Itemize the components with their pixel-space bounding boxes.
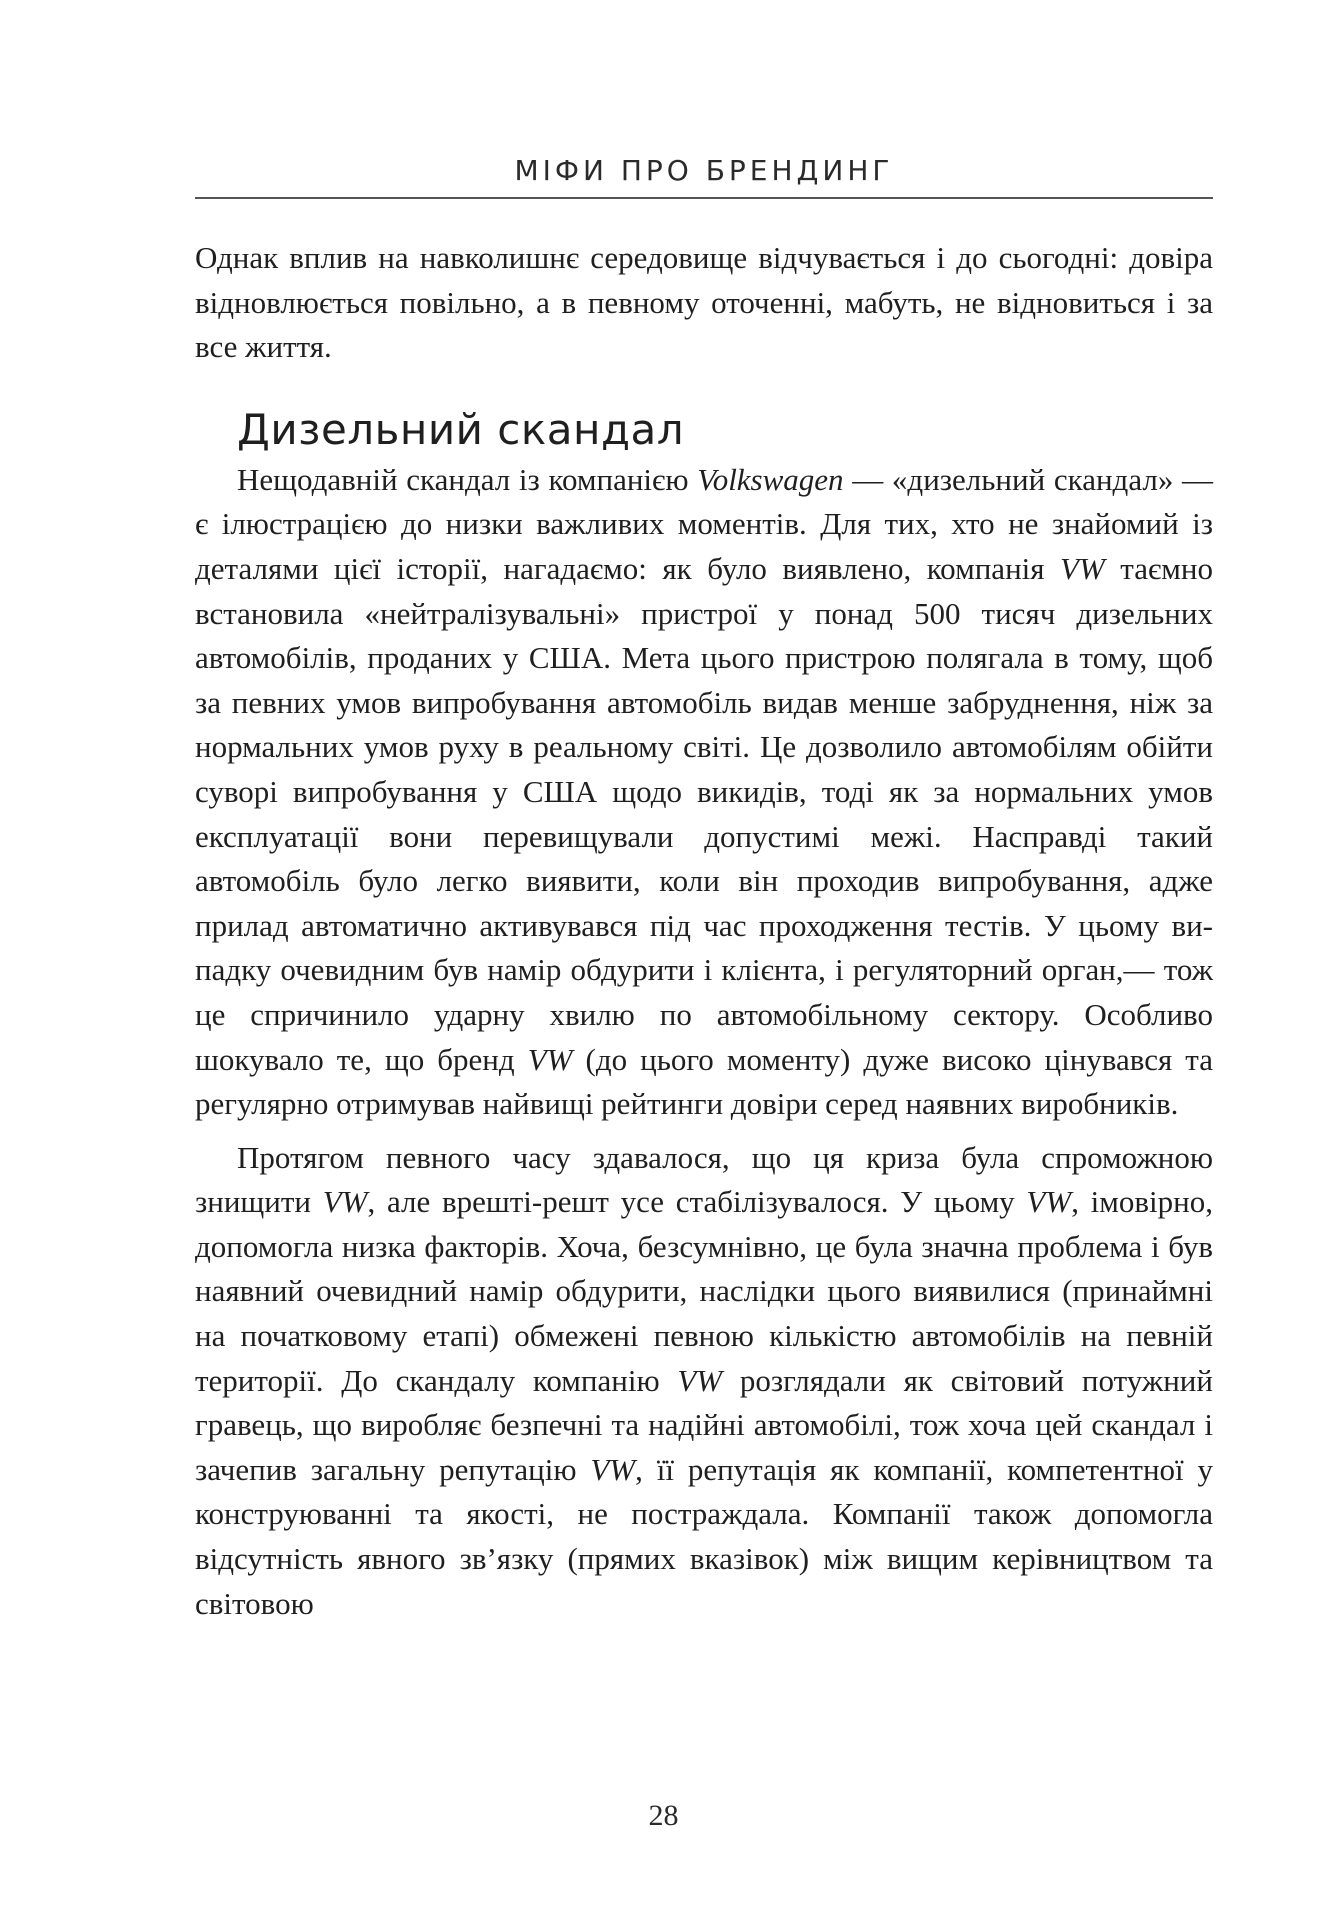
paragraph-2-text-2: , але врешті-решт усе стабілізувалося. У цьому [367, 1184, 1027, 1220]
header-rule [195, 197, 1213, 199]
paragraph-1 [195, 458, 1213, 1127]
intro-paragraph: Однак вплив на навколишнє середовище відчувається і до сьогодні: довіра відновлюється повільно, а в певному оточенні, мабуть, не відновиться і за все життя. [195, 240, 1213, 365]
section-heading: Дизельний скандал [237, 404, 685, 454]
paragraph-1-text-2: — «дизельний скандал» — є ілюстрацією до низки важливих моментів. Для тих, хто не знайомий із деталями цієї історії, нагадаємо: як було виявлено, компанія [195, 461, 1214, 586]
paragraph-2-italic-2: VW [1026, 1184, 1072, 1220]
body-text [195, 236, 1213, 1626]
paragraph-1-italic-2: VW [1060, 550, 1105, 586]
running-header: МІФИ ПРО БРЕНДИНГ [514, 154, 894, 187]
paragraph-1-text-3: таємно встановила «нейтралізувальні» пристрої у понад 500 тисяч дизельних автомобілів, проданих у США. Мета цього пристрою полягала в тому, щоб за певних умов випробування автомобіль видав менше забруднення, ніж за нормальних умов руху в реальному світі. Це дозволило автомобілям обійти суворі випробування у США щодо викидів, тоді як за нормальних умов експлуатації вони перевищували допустимі межі. Насправді такий автомобіль було легко виявити, коли він проходив випробування, адже прилад автоматично активувався під час проходження тестів. У цьому випадку очевидним був намір обдурити і клієнта, і регуляторний орган,— тож це спричинило ударну хвилю по автомобільному сектору. Особливо шокувало те, що бренд [195, 550, 1213, 1077]
paragraph-1-text-1: Нещодавній скандал із компанією [237, 461, 698, 497]
paragraph-2-italic-4: VW [590, 1451, 636, 1487]
paragraph-2-text-5: , її репутація як компанії, компетентної у конструюванні та якості, не постраждала. Компанії також допомогла відсутність явного зв’язку (прямих вказівок) між вищим керівництвом та світовою [195, 1451, 1213, 1621]
paragraph-2-text-4: розглядали як світовий потужний гравець, що виробляє безпечні та надійні автомобілі, тож хоча цей скандал і зачепив загальну репутацію [195, 1362, 1213, 1487]
paragraph-1-italic-1: Volkswagen [697, 461, 844, 497]
paragraph-1-italic-3: VW [527, 1041, 573, 1077]
paragraph-2-text-1: Протягом певного часу здавалося, що ця криза була спроможною знищити [195, 1139, 1213, 1220]
paragraph-2 [195, 1136, 1213, 1627]
page-number: 28 [648, 1799, 679, 1832]
paragraph-1-text-4: (до цього моменту) дуже високо цінувався та регулярно отримував найвищі рейтинги довіри серед наявних виробників. [195, 1041, 1213, 1122]
paragraph-2-italic-1: VW [322, 1184, 368, 1220]
paragraph-2-italic-3: VW [677, 1362, 723, 1398]
paragraph-2-text-3: , імовірно, допомогла низка факторів. Хоча, безсумнівно, це була значна проблема і був наявний очевидний намір обдурити, наслідки цього виявилися (принаймні на початковому етапі) обмежені певною кількістю автомобілів на певній території. До скандалу компанію [195, 1184, 1213, 1398]
